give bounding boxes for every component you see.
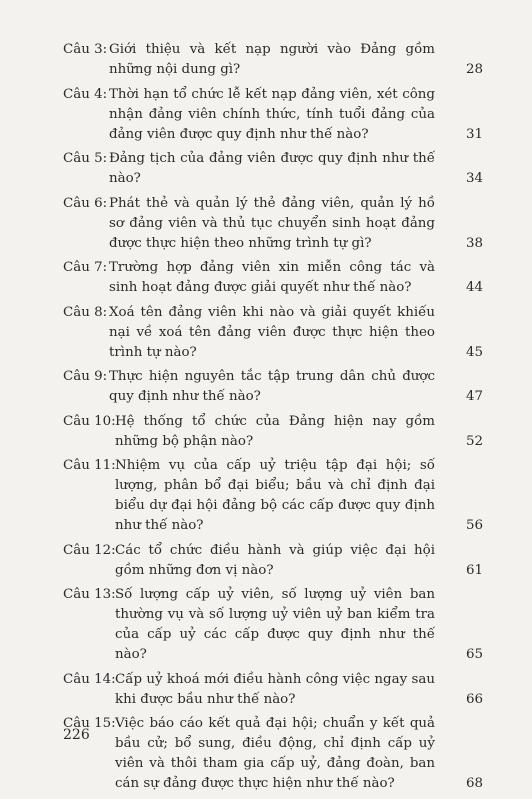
page-ref: 31: [465, 126, 483, 142]
toc-entry: [63, 541, 483, 581]
toc-entry: [63, 149, 483, 189]
toc-entry: [63, 412, 483, 452]
question-label: Câu 6:: [63, 195, 108, 211]
page-ref: 45: [465, 344, 483, 360]
page-ref: 44: [465, 280, 483, 295]
question-text: Nhiệm vụ của cấp uỷ triệu tập đại hội; số lượng, phân bổ đại biểu; bầu và chỉ định đại biểu dự đại hội đảng bộ các cấp được quy định như thế nào?: [115, 458, 435, 533]
page-ref: 66: [465, 691, 483, 707]
toc-entry: [63, 714, 483, 794]
page-ref: 65: [465, 647, 483, 662]
question-label: Câu 10:: [63, 413, 116, 429]
page-ref: 68: [465, 776, 483, 791]
page-ref: 56: [465, 518, 483, 533]
page-ref: 61: [465, 562, 483, 578]
table-of-contents: [63, 40, 483, 799]
question-label: Câu 3:: [63, 42, 108, 57]
question-label: Câu 4:: [63, 86, 108, 102]
question-text: Giới thiệu và kết nạp người vào Đảng gồm những nội dung gì?: [109, 42, 435, 77]
question-text: Trường hợp đảng viên xin miễn công tác và sinh hoạt đảng được giải quyết như thế nào?: [109, 260, 435, 295]
question-text: Đảng tịch của đảng viên được quy định như thế nào?: [109, 151, 435, 186]
page-ref: 34: [465, 171, 483, 186]
question-text: Số lượng cấp uỷ viên, số lượng uỷ viên ban thường vụ và số lượng uỷ viên uỷ ban kiểm tra của cấp uỷ các cấp được quy định như thế nào?: [115, 587, 435, 662]
toc-entry: [63, 40, 483, 80]
toc-entry: [63, 585, 483, 665]
question-text: Thực hiện nguyên tắc tập trung dân chủ được quy định như thế nào?: [109, 369, 435, 404]
question-label: Câu 7:: [63, 260, 108, 275]
toc-entry: [63, 670, 483, 710]
question-label: Câu 8:: [63, 304, 108, 320]
question-text: Việc báo cáo kết quả đại hội; chuẩn y kết quả bầu cử; bổ sung, điều động, chỉ định cấp uỷ viên và thôi tham gia cấp uỷ, đảng đoàn, ban cán sự đảng được thực hiện như thế nào?: [115, 716, 435, 791]
page-ref: 52: [465, 433, 483, 449]
question-label: Câu 14:: [63, 671, 116, 687]
toc-entry: [63, 258, 483, 298]
question-label: Câu 12:: [63, 542, 116, 558]
question-text: Cấp uỷ khoá mới điều hành công việc ngay sau khi được bầu như thế nào?: [115, 671, 435, 707]
toc-entry: [63, 194, 483, 254]
question-label: Câu 5:: [63, 151, 108, 166]
toc-entry: [63, 456, 483, 536]
question-label: Câu 11:: [63, 458, 116, 473]
question-text: Phát thẻ và quản lý thẻ đảng viên, quản lý hồ sơ đảng viên và thủ tục chuyển sinh hoạt đảng được thực hiện theo những trình tự gì?: [109, 195, 435, 251]
question-text: Thời hạn tổ chức lễ kết nạp đảng viên, xét công nhận đảng viên chính thức, tính tuổi đảng của đảng viên được quy định như thế nào?: [109, 86, 435, 142]
question-text: Hệ thống tổ chức của Đảng hiện nay gồm những bộ phận nào?: [115, 413, 435, 449]
question-text: Các tổ chức điều hành và giúp việc đại hội gồm những đơn vị nào?: [115, 542, 435, 578]
question-label: Câu 13:: [63, 587, 116, 602]
page-ref: 38: [465, 235, 483, 251]
question-label: Câu 15:: [63, 716, 116, 731]
toc-entry: [63, 367, 483, 407]
page-ref: 28: [465, 62, 483, 77]
toc-entry: [63, 303, 483, 363]
question-text: Xoá tên đảng viên khi nào và giải quyết khiếu nại về xoá tên đảng viên được thực hiện theo trình tự nào?: [109, 304, 435, 360]
question-label: Câu 9:: [63, 369, 108, 384]
page-ref: 47: [465, 389, 483, 404]
page-number: 226: [63, 727, 90, 743]
toc-entry: [63, 85, 483, 145]
